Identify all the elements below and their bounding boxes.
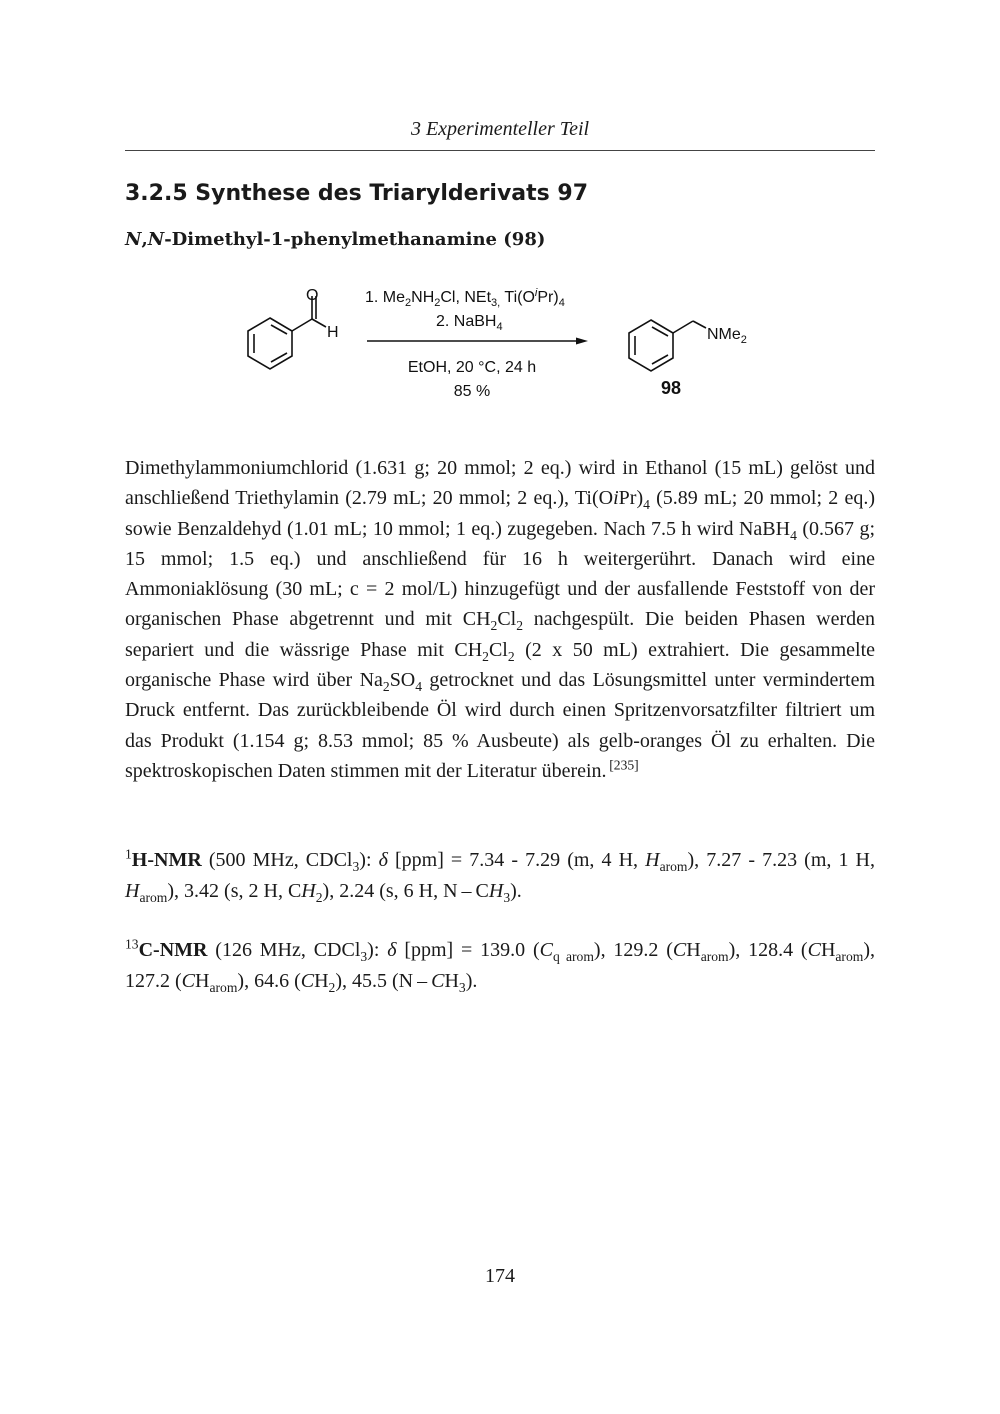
- reagent-line-1: 1. $Me_2NH_2Cl$, NEt$_{3,}$ $Ti(O^iPr)_4$: [365, 287, 565, 309]
- running-header: 3 Experimenteller Teil: [410, 118, 590, 140]
- page-number: 174: [485, 1265, 515, 1287]
- reaction-conditions: EtOH, 20 °C, 24 h: [407, 359, 537, 376]
- procedure-paragraph: Dimethylammoniumchlorid (1.631 g; 20 mmol; 2 eq.) wird in Ethanol (15 mL) gelöst und anschließend Triethylamin (2.79 mL; 20 mmol; 2 eq.), $Ti(OiPr)_4$ (5.89 mL; 20 mmol; 2 eq.) sowie Benzaldehyd (1.01 mL; 10 mmol; 1 eq.) zugegeben. Nach 7.5 h wird NaBH$_4$ (0.567 g; 15 mmol; 1.5 eq.) und anschließend für 16 h weitergerührt. Danach wird eine Ammoniaklösung (30 mL; c = 2 mol/L) hinzugefügt und der ausfallende Feststoff von der organischen Phase abgetrennt und mit $CH_2Cl_2$ nachgespült. Die beiden Phasen werden separiert und die wässrige Phase mit $CH_2Cl_2$ (2 x 50 mL) extrahiert. Die gesammelte organische Phase wird über $Na_2SO_4$ getrocknet und das Lösungsmittel unter vermindertem Druck entfernt. Das zurückbleibende Öl wird durch einen Spritzenvorsatzfilter filtriert um das Produkt (1.154 g; 8.53 mmol; 85 % Ausbeute) als gelb-oranges Öl zu erhalten. Die spektroskopischen Daten stimmen mit der Literatur überein. [235]: [125, 457, 876, 782]
- benzaldehyde-structure: [248, 296, 326, 369]
- section-title: 3.2.5 Synthese des Triarylderivats 97: [125, 181, 589, 206]
- reagent-line-2: 2. NaBH$_4$: [436, 313, 503, 333]
- aldehyde-hydrogen-label: H: [327, 324, 339, 341]
- h-nmr-data: $^1$H-NMR (500 MHz, CDCl$_3$): δ [ppm] = 7.34 - 7.29 (m, 4 H, $H_{arom}$), 7.27 - 7.23 (m, 1 H, $H_{arom}$), 3.42 (s, 2 H, $CH_2$), 2.24 (s, 6 H, N – $CH_3$).: [125, 846, 875, 905]
- reaction-yield: 85 %: [453, 383, 491, 400]
- compound-title: N,N-Dimethyl-1-phenylmethanamine (98): [125, 229, 546, 250]
- benzylamine-structure: [629, 320, 706, 371]
- reaction-scheme: [240, 280, 780, 410]
- aldehyde-oxygen-label: O: [306, 287, 319, 304]
- product-number-label: 98: [660, 378, 682, 398]
- dimethylamino-label: NMe$_2$: [707, 326, 747, 346]
- reaction-arrow: [367, 338, 588, 345]
- header-rule: [125, 150, 875, 151]
- c-nmr-data: $^{13}$C-NMR (126 MHz, CDCl$_3$): δ [ppm] = 139.0 $(C_{q arom})$, 129.2 $(CH_{arom})$, 128.4 $(CH_{arom})$, 127.2 $(CH_{arom})$, 64.6 $(CH_2)$, 45.5 $(N - CH_3)$.: [125, 936, 875, 995]
